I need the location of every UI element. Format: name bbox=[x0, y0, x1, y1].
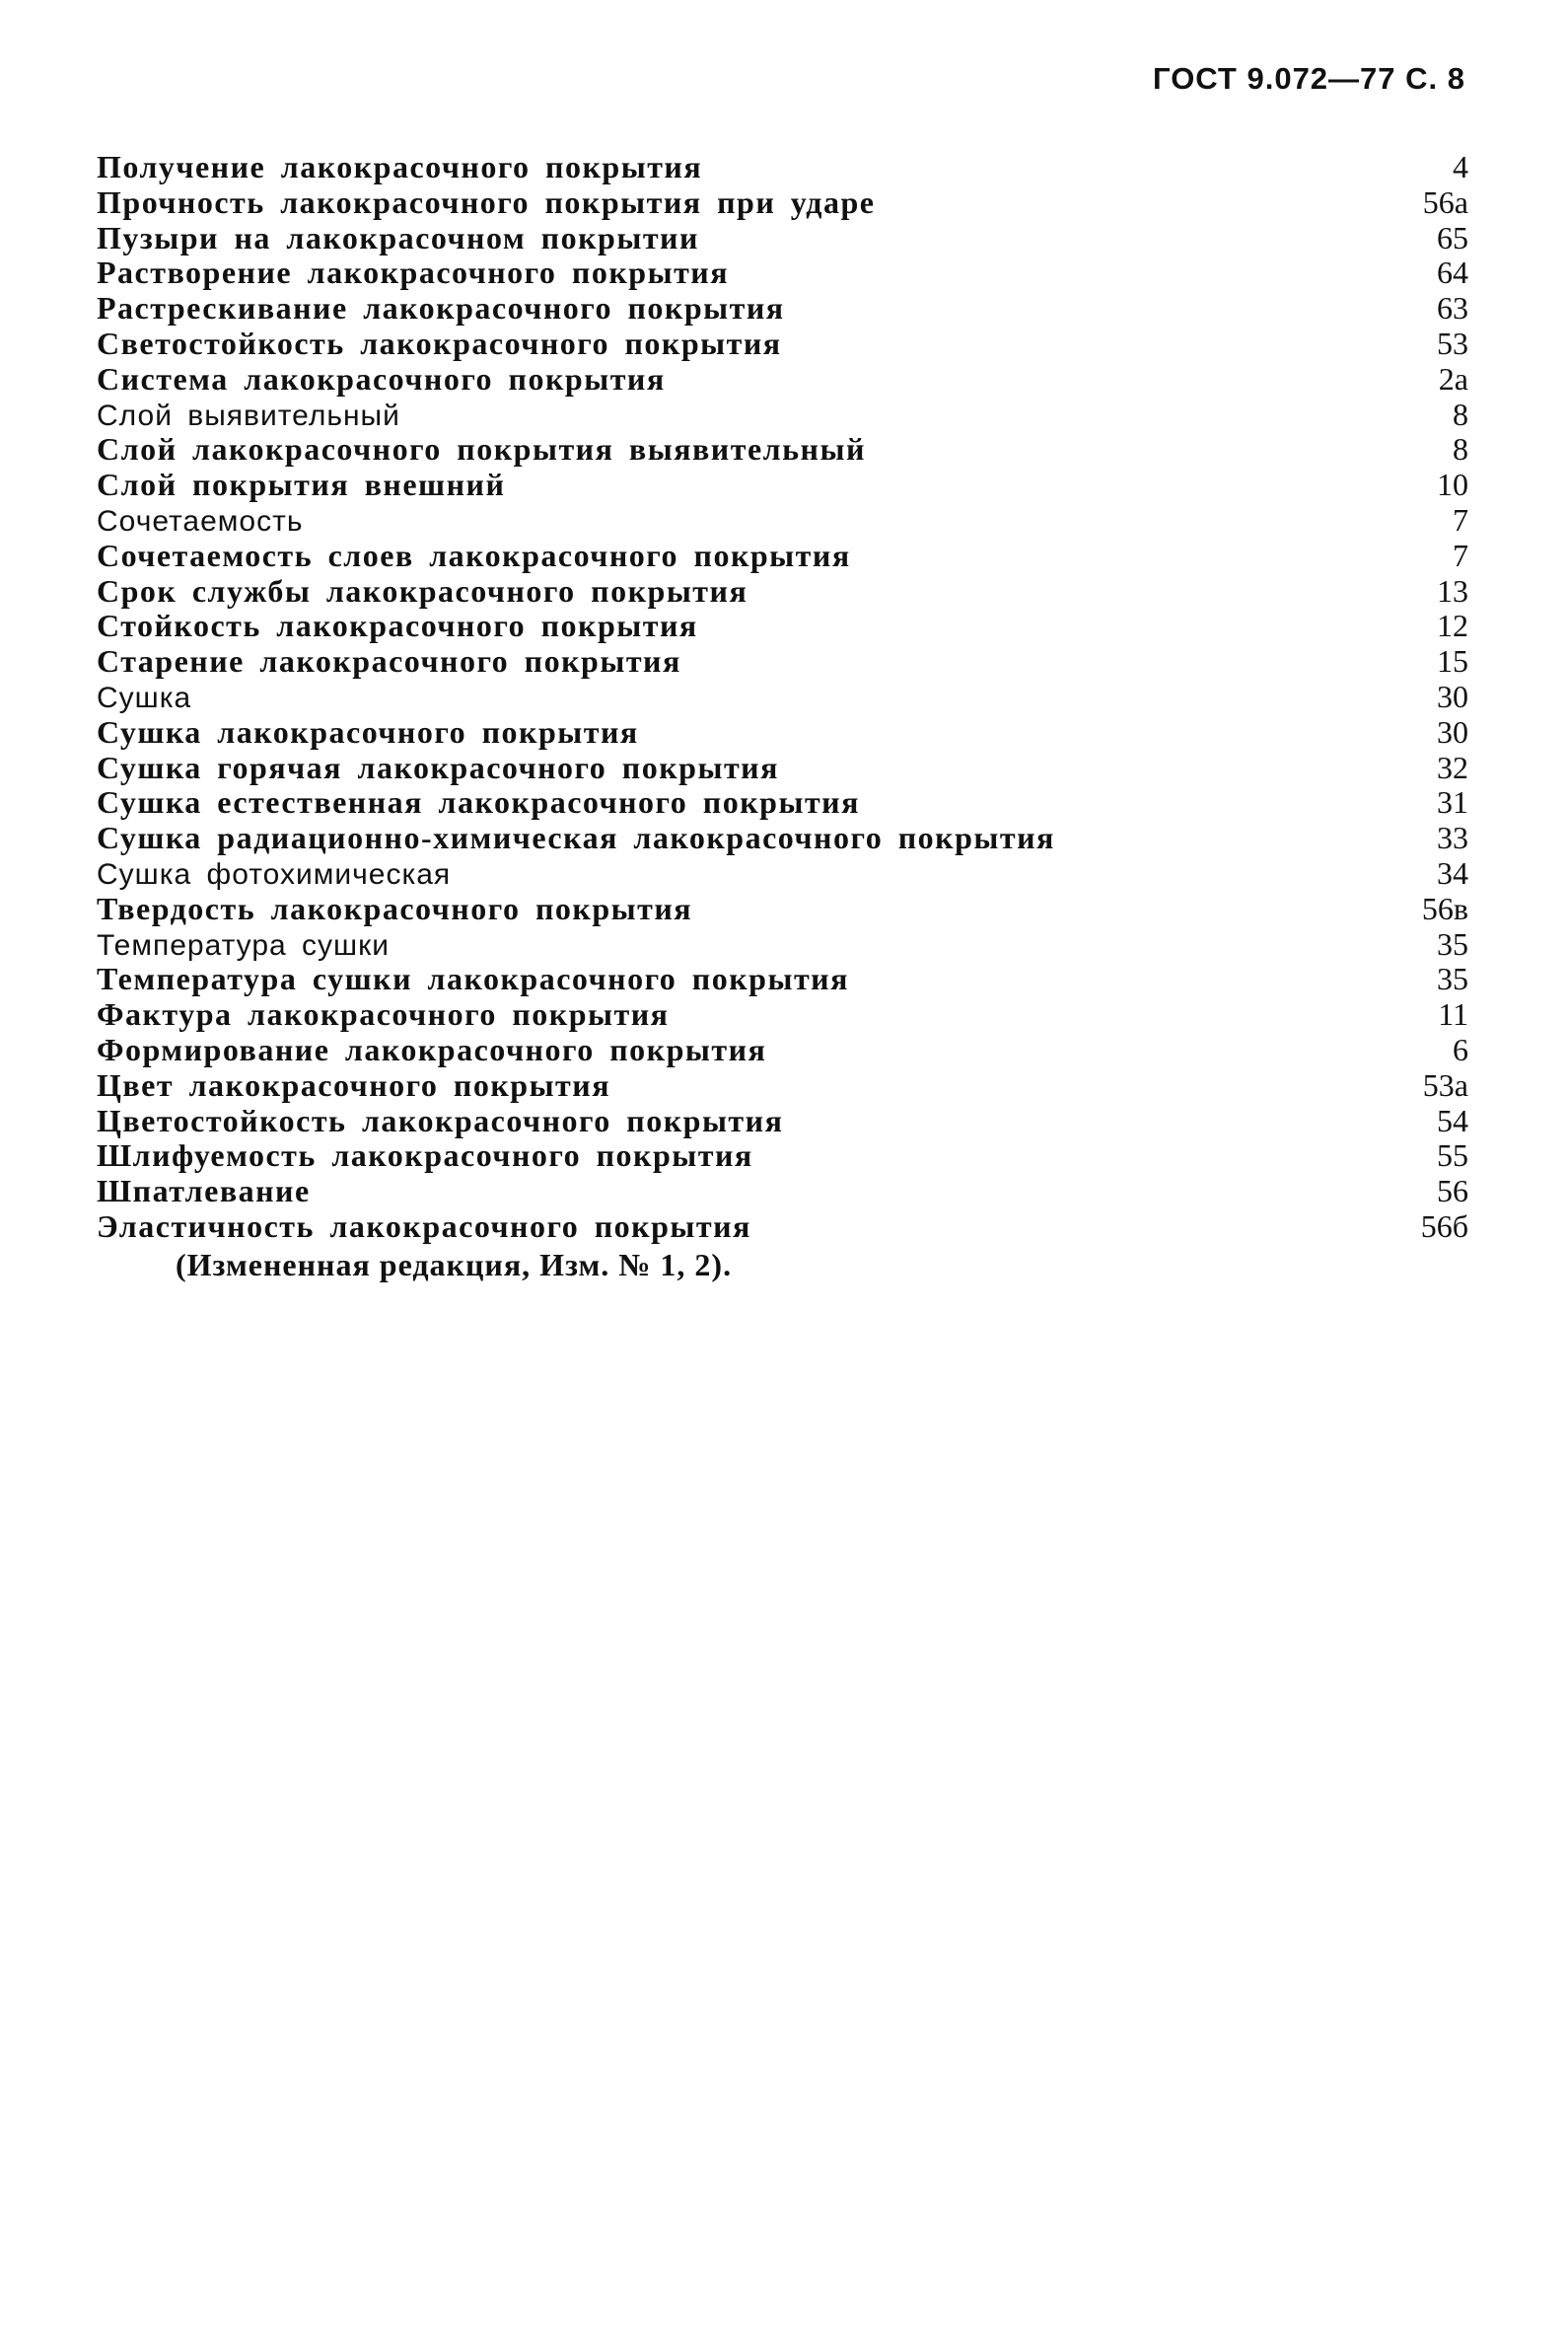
term-label: Формирование лакокрасочного покрытия bbox=[97, 1031, 767, 1067]
term-reference-number: 35 bbox=[1437, 961, 1468, 997]
term-reference-number: 65 bbox=[1437, 219, 1468, 255]
term-reference-number: 54 bbox=[1437, 1102, 1468, 1138]
term-reference-number: 56в bbox=[1421, 890, 1468, 926]
term-reference-number: 8 bbox=[1453, 431, 1468, 468]
term-label: Система лакокрасочного покрытия bbox=[97, 360, 666, 397]
term-label: Фактура лакокрасочного покрытия bbox=[97, 996, 670, 1033]
index-entry bbox=[97, 644, 1468, 680]
term-reference-number: 56б bbox=[1420, 1207, 1468, 1244]
term-index-list bbox=[97, 150, 1468, 1245]
term-reference-number: 15 bbox=[1437, 643, 1468, 680]
index-entry bbox=[97, 255, 1468, 291]
index-entry bbox=[97, 785, 1468, 821]
term-reference-number: 56а bbox=[1422, 183, 1468, 220]
index-entry bbox=[97, 1138, 1468, 1174]
index-entry bbox=[97, 609, 1468, 644]
term-label: Сочетаемость слоев лакокрасочного покрытия bbox=[97, 537, 851, 573]
term-label: Прочность лакокрасочного покрытия при ударе bbox=[97, 183, 876, 220]
term-reference-number: 8 bbox=[1453, 396, 1468, 432]
index-entry bbox=[97, 1174, 1468, 1209]
term-label: Сушка лакокрасочного покрытия bbox=[97, 713, 639, 750]
index-entry bbox=[97, 715, 1468, 751]
term-label: Сушка естественная лакокрасочного покрытия bbox=[97, 784, 860, 821]
index-entry bbox=[97, 1068, 1468, 1104]
term-label: Пузыри на лакокрасочном покрытии bbox=[97, 219, 699, 255]
term-label: Срок службы лакокрасочного покрытия bbox=[97, 572, 748, 609]
index-entry bbox=[97, 997, 1468, 1033]
index-entry bbox=[97, 291, 1468, 327]
term-reference-number: 33 bbox=[1437, 820, 1468, 856]
term-label: Сушка радиационно-химическая лакокрасочного покрытия bbox=[97, 820, 1055, 856]
index-entry bbox=[97, 221, 1468, 256]
term-reference-number: 6 bbox=[1453, 1031, 1468, 1067]
index-entry bbox=[97, 503, 1468, 539]
term-reference-number: 13 bbox=[1437, 572, 1468, 609]
index-entry bbox=[97, 927, 1468, 963]
index-entry bbox=[97, 1209, 1468, 1245]
term-reference-number: 10 bbox=[1437, 467, 1468, 503]
index-entry bbox=[97, 962, 1468, 997]
term-label: Слой покрытия внешний bbox=[97, 467, 506, 503]
term-label: Шлифуемость лакокрасочного покрытия bbox=[97, 1137, 753, 1174]
term-label: Старение лакокрасочного покрытия bbox=[97, 643, 681, 680]
term-label: Цвет лакокрасочного покрытия bbox=[97, 1066, 611, 1103]
index-entry bbox=[97, 539, 1468, 574]
term-label: Шпатлевание bbox=[97, 1173, 311, 1209]
term-label: Температура сушки bbox=[97, 928, 390, 962]
term-label: Слой выявительный bbox=[97, 399, 400, 432]
term-reference-number: 34 bbox=[1437, 854, 1468, 891]
index-entry bbox=[97, 856, 1468, 892]
term-reference-number: 63 bbox=[1437, 290, 1468, 327]
term-label: Сушка горячая лакокрасочного покрытия bbox=[97, 749, 779, 785]
index-entry bbox=[97, 327, 1468, 362]
index-entry bbox=[97, 432, 1468, 468]
term-reference-number: 12 bbox=[1437, 608, 1468, 644]
term-label: Цветостойкость лакокрасочного покрытия bbox=[97, 1102, 784, 1138]
term-label: Температура сушки лакокрасочного покрытия bbox=[97, 961, 849, 997]
index-entry bbox=[97, 468, 1468, 503]
term-reference-number: 56 bbox=[1437, 1173, 1468, 1209]
term-label: Получение лакокрасочного покрытия bbox=[97, 149, 703, 184]
term-reference-number: 4 bbox=[1453, 149, 1468, 184]
index-entry bbox=[97, 1104, 1468, 1139]
term-reference-number: 31 bbox=[1437, 784, 1468, 821]
term-reference-number: 35 bbox=[1437, 925, 1468, 962]
term-reference-number: 11 bbox=[1438, 996, 1468, 1033]
index-entry bbox=[97, 362, 1468, 398]
index-entry bbox=[97, 680, 1468, 715]
term-label: Растворение лакокрасочного покрытия bbox=[97, 255, 730, 291]
term-reference-number: 30 bbox=[1437, 678, 1468, 714]
term-reference-number: 30 bbox=[1437, 713, 1468, 750]
term-label: Твердость лакокрасочного покрытия bbox=[97, 890, 693, 926]
term-label: Слой лакокрасочного покрытия выявительный bbox=[97, 431, 866, 468]
term-reference-number: 55 bbox=[1437, 1137, 1468, 1174]
term-reference-number: 53 bbox=[1437, 325, 1468, 361]
term-reference-number: 32 bbox=[1437, 749, 1468, 785]
index-entry bbox=[97, 821, 1468, 856]
term-label: Сочетаемость bbox=[97, 504, 304, 538]
term-label: Сушка bbox=[97, 681, 192, 714]
term-label: Растрескивание лакокрасочного покрытия bbox=[97, 290, 785, 327]
index-entry bbox=[97, 751, 1468, 786]
index-entry bbox=[97, 574, 1468, 610]
term-label: Светостойкость лакокрасочного покрытия bbox=[97, 325, 782, 361]
page-header: ГОСТ 9.072—77 С. 8 bbox=[1153, 61, 1465, 96]
index-entry bbox=[97, 1033, 1468, 1068]
term-reference-number: 64 bbox=[1437, 255, 1468, 291]
index-entry bbox=[97, 398, 1468, 433]
term-label: Сушка фотохимическая bbox=[97, 857, 452, 891]
index-entry bbox=[97, 892, 1468, 927]
revision-note: (Измененная редакция, Изм. № 1, 2). bbox=[176, 1247, 733, 1282]
term-reference-number: 53а bbox=[1422, 1066, 1468, 1103]
term-label: Эластичность лакокрасочного покрытия bbox=[97, 1207, 751, 1244]
term-label: Стойкость лакокрасочного покрытия bbox=[97, 608, 698, 644]
index-entry bbox=[97, 185, 1468, 221]
term-reference-number: 7 bbox=[1453, 537, 1468, 573]
term-reference-number: 7 bbox=[1453, 501, 1468, 538]
term-reference-number: 2а bbox=[1438, 360, 1468, 397]
index-entry bbox=[97, 150, 1468, 185]
